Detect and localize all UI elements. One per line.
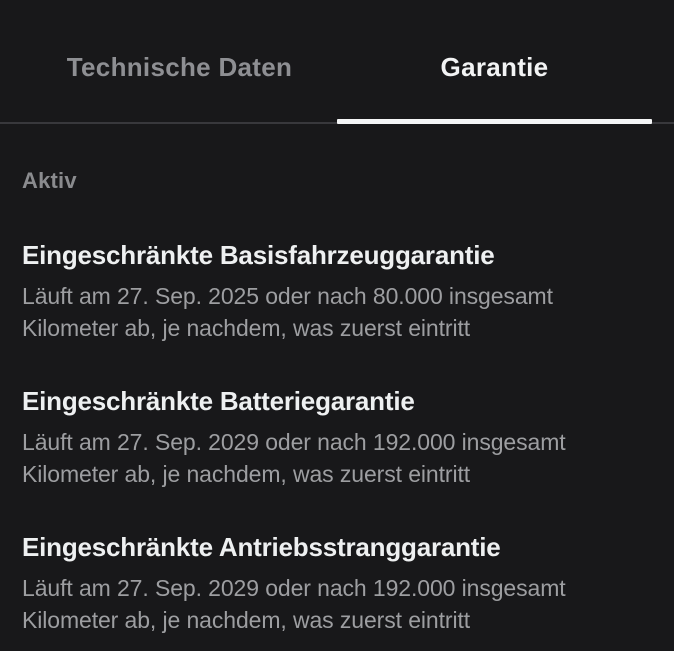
warranty-item-basisfahrzeug — [22, 240, 652, 344]
warranty-item-antriebsstrang — [22, 532, 652, 636]
warranty-description-line: Kilometer ab, je nachdem, was zuerst eintritt — [22, 461, 471, 487]
warranty-description-line: Kilometer ab, je nachdem, was zuerst eintritt — [22, 607, 471, 633]
warranty-description — [22, 572, 647, 636]
tab-garantie[interactable] — [337, 0, 652, 122]
warranty-title: Eingeschränkte Batteriegarantie — [22, 386, 415, 416]
warranty-description — [22, 426, 647, 490]
warranty-item-batterie — [22, 386, 652, 490]
warranty-description-line: Kilometer ab, je nachdem, was zuerst eintritt — [22, 315, 471, 341]
tab-bar — [0, 0, 674, 124]
warranty-description-line: Läuft am 27. Sep. 2029 oder nach 192.000 insgesamt — [22, 575, 566, 601]
active-tab-underline — [337, 119, 652, 124]
tab-technische-daten[interactable]: Technische Daten — [22, 0, 337, 122]
warranty-description — [22, 280, 647, 344]
tab-garantie-label: Garantie — [440, 51, 549, 82]
warranty-title: Eingeschränkte Basisfahrzeuggarantie — [22, 240, 495, 270]
warranty-description-line: Läuft am 27. Sep. 2029 oder nach 192.000 insgesamt — [22, 429, 566, 455]
status-label-active: Aktiv — [22, 168, 77, 193]
warranty-panel — [0, 170, 674, 636]
warranty-title: Eingeschränkte Antriebsstranggarantie — [22, 532, 501, 562]
warranty-description-line: Läuft am 27. Sep. 2025 oder nach 80.000 insgesamt — [22, 283, 553, 309]
